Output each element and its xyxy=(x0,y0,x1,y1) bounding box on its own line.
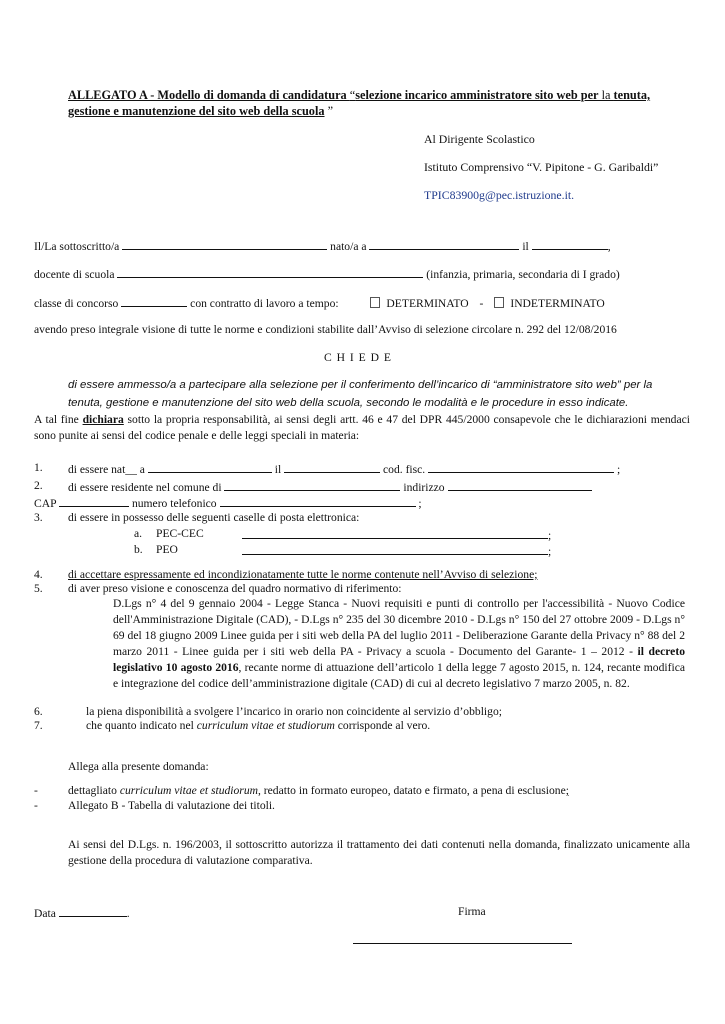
phone-field[interactable] xyxy=(220,495,416,507)
pec-cec-row: ; xyxy=(242,527,551,542)
item-4-number: 4. xyxy=(34,568,43,581)
birthdate-field[interactable] xyxy=(532,238,608,250)
classe-concorso-field[interactable] xyxy=(121,295,187,307)
recipient-pec: TPIC83900g@pec.istruzione.it. xyxy=(424,188,575,202)
allega-dash-1: - xyxy=(34,784,38,797)
document-title: ALLEGATO A - Modello di domanda di candidatura “selezione incarico amministratore sito web per la tenuta, gestione e manutenzione del sito web della scuola ” xyxy=(68,88,651,118)
signature-line[interactable] xyxy=(353,943,572,944)
peo-row: ; xyxy=(242,543,551,558)
allega-item-2: Allegato B - Tabella di valutazione dei titoli. xyxy=(68,799,275,812)
residence-city-field[interactable] xyxy=(224,479,400,491)
item-3b-letter: b. xyxy=(134,543,143,556)
identity-line1: Il/La sottoscritto/a nato/a a il , xyxy=(34,240,611,253)
dichiara-paragraph: A tal fine dichiara sotto la propria responsabilità, ai sensi degli artt. 46 e 47 del DPR 445/2000 consapevole che le dichiarazioni mendaci sono punite ai sensi del codice penale e delle leggi speciali in materia: xyxy=(34,413,690,442)
birth-date-field[interactable] xyxy=(284,461,380,473)
chiede-text-line2: tenuta, gestione e manutenzione del sito web della scuola, secondo le modalità e le procedure in esso indicate. xyxy=(68,397,629,409)
item-3-number: 3. xyxy=(34,511,43,524)
school-field[interactable] xyxy=(117,266,423,278)
recipient-line1: Al Dirigente Scolastico xyxy=(424,132,535,146)
pec-cec-label: PEC-CEC xyxy=(156,527,204,540)
firma-label: Firma xyxy=(458,905,486,918)
item-1-number: 1. xyxy=(34,461,43,474)
title-prefix: ALLEGATO A - Modello di domanda di candidatura xyxy=(68,88,350,102)
item-7-number: 7. xyxy=(34,719,43,732)
chiede-text-line1: di essere ammesso/a a partecipare alla selezione per il conferimento dell’incarico di “amministratore sito web” per la xyxy=(68,379,653,391)
birth-city-field[interactable] xyxy=(148,461,272,473)
allega-item-1: dettagliato curriculum vitae et studiorum, redatto in formato europeo, datato e firmato, a pena di esclusione; xyxy=(68,784,569,797)
date-field[interactable] xyxy=(59,905,127,917)
avviso-line: avendo preso integrale visione di tutte le norme e condizioni stabilite dall’Avviso di selezione circolare n. 292 del 12/08/2016 xyxy=(34,323,617,336)
item-5-number: 5. xyxy=(34,582,43,595)
identity-line2: docente di scuola (infanzia, primaria, secondaria di I grado) xyxy=(34,268,620,281)
item-3: di essere in possesso delle seguenti caselle di posta elettronica: xyxy=(68,511,360,524)
peo-label: PEO xyxy=(156,543,178,556)
privacy-paragraph: Ai sensi del D.Lgs. n. 196/2003, il sottoscritto autorizza il trattamento dei dati contenuti nella domanda, finalizzato unicamente alla gestione della procedura di valutazione comparativa. xyxy=(68,838,690,867)
item-6-number: 6. xyxy=(34,705,43,718)
peo-field[interactable] xyxy=(242,543,548,555)
codice-fiscale-field[interactable] xyxy=(428,461,614,473)
item-4: di accettare espressamente ed incondizionatamente tutte le norme contenute nell’Avviso di selezione; xyxy=(68,568,538,581)
item-2-number: 2. xyxy=(34,479,43,492)
birthplace-field[interactable] xyxy=(369,238,519,250)
normative-paragraph: D.Lgs n° 4 del 9 gennaio 2004 - Legge Stanca - Nuovi requisiti e punti di controllo per l'accessibilità - Nuovo Codice dell'Amministrazione Digitale (CAD), - D.Lgs n° 235 del 30 dicembre 2010 - D.Lgs n° 150 del 27 ottobre 2009 - D.Lgs n° 69 del 18 giugno 2009 Linee guida per i siti web della PA del luglio 2011 - Deliberazione Garante della Privacy n° 88 del 2 marzo 2011 - Linee guida per i siti web della PA - Privacy a scuola - Documento del Garante- 1 – 2012 - il decreto legislativo 10 agosto 2016, recante norme di attuazione dell’articolo 1 della legge 7 agosto 2015, n. 124, recante modifica e integrazione del codice dell’amministrazione digitale (CAD) di cui al decreto legislativo 7 marzo 2005, n. 82. xyxy=(113,597,685,690)
item-7: che quanto indicato nel curriculum vitae et studiorum corrisponde al vero. xyxy=(86,719,431,732)
chiede-heading: C H I E D E xyxy=(324,351,392,364)
allega-dash-2: - xyxy=(34,799,38,812)
recipient-line2: Istituto Comprensivo “V. Pipitone - G. Garibaldi” xyxy=(424,160,659,174)
determinato-checkbox[interactable] xyxy=(370,297,380,308)
cap-line: CAP numero telefonico ; xyxy=(34,497,422,510)
indeterminato-checkbox[interactable] xyxy=(494,297,504,308)
identity-line3: classe di concorso con contratto di lavoro a tempo: DETERMINATO - INDETERMINATO xyxy=(34,297,605,310)
pec-cec-field[interactable] xyxy=(242,527,548,539)
item-5: di aver preso visione e conoscenza del quadro normativo di riferimento: xyxy=(68,582,402,595)
item-2: di essere residente nel comune di indirizzo xyxy=(68,479,592,494)
item-3a-letter: a. xyxy=(134,527,143,540)
name-field[interactable] xyxy=(122,238,327,250)
address-field[interactable] xyxy=(448,479,592,491)
item-6: la piena disponibilità a svolgere l’incarico in orario non coincidente al servizio d’obbligo; xyxy=(86,705,502,718)
date-line: Data . xyxy=(34,907,130,920)
cap-field[interactable] xyxy=(59,495,129,507)
item-1: di essere nat__ a il cod. fisc. ; xyxy=(68,463,621,476)
allega-intro: Allega alla presente domanda: xyxy=(68,760,209,773)
